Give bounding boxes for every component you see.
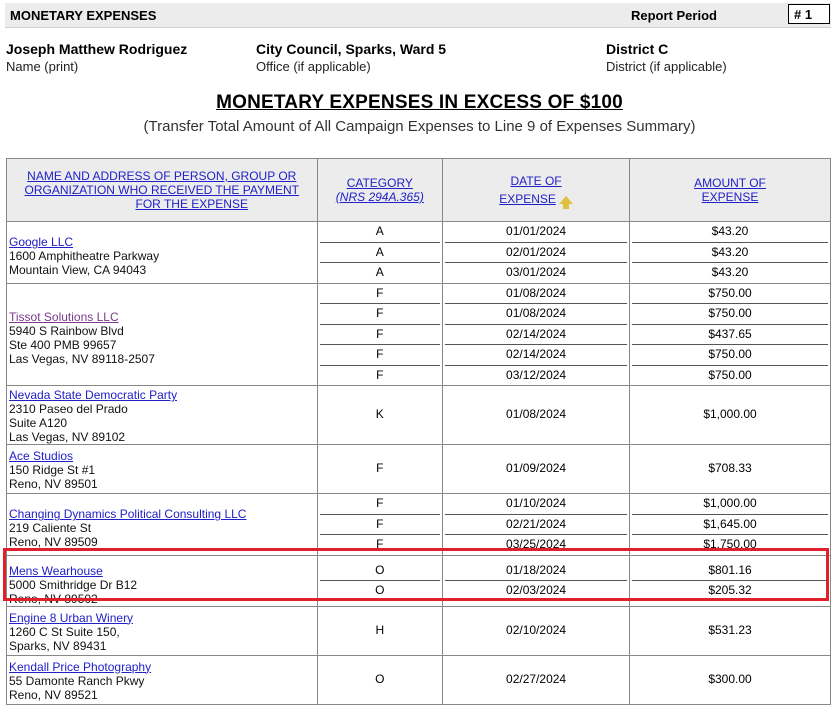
payee-address-line: Suite A120: [9, 416, 68, 430]
amount-cell: [630, 222, 831, 284]
column-header-name: [7, 159, 318, 222]
table-row: [7, 445, 831, 494]
category-value: O: [375, 671, 385, 686]
table-row: [7, 222, 831, 284]
amount-value: $750.00: [632, 284, 828, 305]
category-value: F: [320, 345, 441, 366]
category-cell: [317, 555, 443, 606]
date-value: 02/01/2024: [445, 243, 627, 264]
payee-name-link[interactable]: Ace Studios: [9, 449, 74, 463]
category-value: F: [320, 304, 441, 325]
payee-name-link[interactable]: Changing Dynamics Political Consulting LLC: [9, 507, 247, 522]
column-header-date: [443, 159, 630, 222]
amount-cell: [630, 606, 831, 655]
amount-value: $205.32: [708, 583, 752, 597]
payee-address-line: Reno, NV 89521: [9, 687, 98, 702]
district-label: District (if applicable): [606, 59, 727, 74]
name-header-line: FOR THE EXPENSE: [135, 197, 248, 211]
sort-by-name-link[interactable]: [11, 169, 313, 211]
amount-value: $708.33: [708, 461, 752, 476]
payee-address-line: 150 Ridge St #1: [9, 463, 96, 477]
category-cell: [317, 494, 443, 556]
form-title: MONETARY EXPENSES: [10, 8, 157, 23]
date-value: 01/18/2024: [445, 561, 627, 582]
payee-address-line: Mountain View, CA 94043: [9, 263, 147, 278]
category-value: O: [320, 561, 441, 582]
category-value: F: [320, 325, 441, 346]
sort-by-amount-link[interactable]: [694, 176, 766, 204]
date-value: 01/01/2024: [445, 222, 627, 243]
amount-cell: [630, 555, 831, 606]
payee-address-line: 2310 Paseo del Prado: [9, 402, 128, 416]
date-cell: [443, 655, 630, 704]
amount-cell: [630, 655, 831, 704]
district-name: District C: [606, 41, 669, 57]
date-value: 01/08/2024: [506, 407, 567, 422]
date-cell: [443, 494, 630, 556]
category-cell: [317, 386, 443, 445]
payee-address-line: 5000 Smithridge Dr B12: [9, 577, 138, 592]
date-cell: [443, 606, 630, 655]
payee-address-line: 55 Damonte Ranch Pkwy: [9, 673, 145, 688]
table-row: [7, 606, 831, 655]
payee-address-line: Sparks, NV 89431: [9, 638, 107, 653]
name-header-line: ORGANIZATION WHO RECEIVED THE PAYMENT: [24, 183, 299, 197]
date-cell: [443, 555, 630, 606]
payee-address-line: 5940 S Rainbow Blvd: [9, 324, 124, 339]
sort-by-date-link[interactable]: [499, 174, 561, 206]
payee-cell: [7, 445, 318, 494]
date-cell: [443, 445, 630, 494]
date-cell: [443, 283, 630, 386]
date-header-line: EXPENSE: [499, 192, 556, 206]
payee-address-line: 1600 Amphitheatre Parkway: [9, 249, 160, 264]
payee-address-line: Ste 400 PMB 99657: [9, 338, 117, 353]
date-value: 03/25/2024: [506, 537, 567, 551]
category-value: A: [320, 243, 441, 264]
payee-name-link[interactable]: Google LLC: [9, 235, 74, 250]
date-value: 01/10/2024: [445, 494, 627, 515]
category-cell: [317, 222, 443, 284]
header-bar: [5, 3, 831, 28]
payee-address-line: Reno, NV 89502: [9, 591, 98, 606]
sort-by-category-link[interactable]: [336, 176, 424, 204]
amount-value: $801.16: [632, 561, 828, 582]
payee-address-line: Reno, NV 89501: [9, 477, 98, 491]
payee-cell: [7, 386, 318, 445]
payee-address-line: Las Vegas, NV 89102: [9, 430, 126, 444]
payee-cell: [7, 606, 318, 655]
date-value: 02/03/2024: [506, 583, 567, 597]
table-row: [7, 555, 831, 606]
amount-value: $750.00: [708, 367, 752, 382]
date-value: 03/01/2024: [506, 265, 567, 279]
category-value: K: [375, 407, 384, 422]
category-cell: [317, 606, 443, 655]
section-title: MONETARY EXPENSES IN EXCESS OF $100: [216, 92, 623, 113]
amount-value: $43.20: [632, 243, 828, 264]
date-value: 02/14/2024: [445, 325, 627, 346]
payee-name-link[interactable]: Mens Wearhouse: [9, 563, 103, 578]
date-value: 03/12/2024: [506, 367, 567, 382]
name-label: Name (print): [6, 59, 79, 74]
sort-ascending-icon[interactable]: [559, 196, 573, 204]
amount-header-line: AMOUNT OF: [694, 176, 766, 190]
date-value: 01/08/2024: [445, 304, 627, 325]
amount-value: $750.00: [632, 345, 828, 366]
date-value: 01/08/2024: [445, 284, 627, 305]
report-period-label: Report Period: [631, 8, 717, 23]
column-header-category: [317, 159, 443, 222]
category-cell: [317, 445, 443, 494]
payee-address-line: Las Vegas, NV 89118-2507: [9, 352, 155, 367]
amount-value: $1,750.00: [703, 537, 757, 551]
payee-name-link[interactable]: Nevada State Democratic Party: [9, 388, 178, 402]
category-cell: [317, 283, 443, 386]
category-value: A: [375, 265, 384, 279]
table-row: [7, 655, 831, 704]
date-header-line: DATE OF: [510, 174, 562, 188]
name-header-line: NAME AND ADDRESS OF PERSON, GROUP OR: [27, 169, 297, 183]
payee-name-link[interactable]: Tissot Solutions LLC: [9, 310, 119, 325]
amount-value: $43.20: [711, 265, 749, 279]
amount-value: $437.65: [632, 325, 828, 346]
date-value: 01/09/2024: [506, 461, 567, 476]
payee-cell: [7, 555, 318, 606]
category-value: O: [375, 583, 385, 597]
date-value: 02/10/2024: [506, 622, 567, 637]
category-value: F: [376, 461, 384, 476]
payee-address-line: 1260 C St Suite 150,: [9, 624, 120, 639]
category-value: F: [376, 367, 384, 382]
office-name: City Council, Sparks, Ward 5: [256, 41, 447, 57]
payee-cell: [7, 222, 318, 284]
amount-cell: [630, 283, 831, 386]
date-value: 02/14/2024: [445, 345, 627, 366]
category-header-line: CATEGORY: [346, 176, 413, 190]
category-header-line: (NRS 294A.365): [335, 190, 424, 204]
date-value: 02/27/2024: [506, 671, 567, 686]
amount-cell: [630, 494, 831, 556]
table-row: [7, 283, 831, 386]
amount-value: $43.20: [632, 222, 828, 243]
payee-name-link[interactable]: Engine 8 Urban Winery: [9, 610, 134, 625]
office-label: Office (if applicable): [256, 59, 371, 74]
date-value: 02/21/2024: [445, 515, 627, 536]
date-cell: [443, 222, 630, 284]
amount-value: $1,000.00: [632, 494, 828, 515]
payee-name-link[interactable]: Kendall Price Photography: [9, 659, 152, 674]
expenses-table: [6, 158, 831, 705]
amount-value: $531.23: [708, 622, 752, 637]
category-value: A: [320, 222, 441, 243]
payee-cell: [7, 494, 318, 556]
category-value: F: [320, 515, 441, 536]
category-value: F: [320, 284, 441, 305]
report-number: # 1: [788, 4, 830, 24]
amount-value: $1,000.00: [703, 407, 757, 422]
column-header-amount: [630, 159, 831, 222]
amount-cell: [630, 386, 831, 445]
payee-address-line: 219 Caliente St: [9, 521, 92, 536]
category-value: F: [376, 537, 384, 551]
category-cell: [317, 655, 443, 704]
payee-address-line: Reno, NV 89509: [9, 535, 98, 550]
amount-cell: [630, 445, 831, 494]
table-row: [7, 494, 831, 556]
date-cell: [443, 386, 630, 445]
amount-header-line: EXPENSE: [701, 190, 759, 204]
amount-value: $750.00: [632, 304, 828, 325]
amount-value: $1,645.00: [632, 515, 828, 536]
category-value: H: [375, 622, 385, 637]
amount-value: $300.00: [708, 671, 752, 686]
section-subtitle: (Transfer Total Amount of All Campaign Expenses to Line 9 of Expenses Summary): [143, 118, 696, 135]
payee-cell: [7, 283, 318, 386]
payee-cell: [7, 655, 318, 704]
table-row: [7, 386, 831, 445]
category-value: F: [320, 494, 441, 515]
candidate-name: Joseph Matthew Rodriguez: [6, 41, 188, 57]
